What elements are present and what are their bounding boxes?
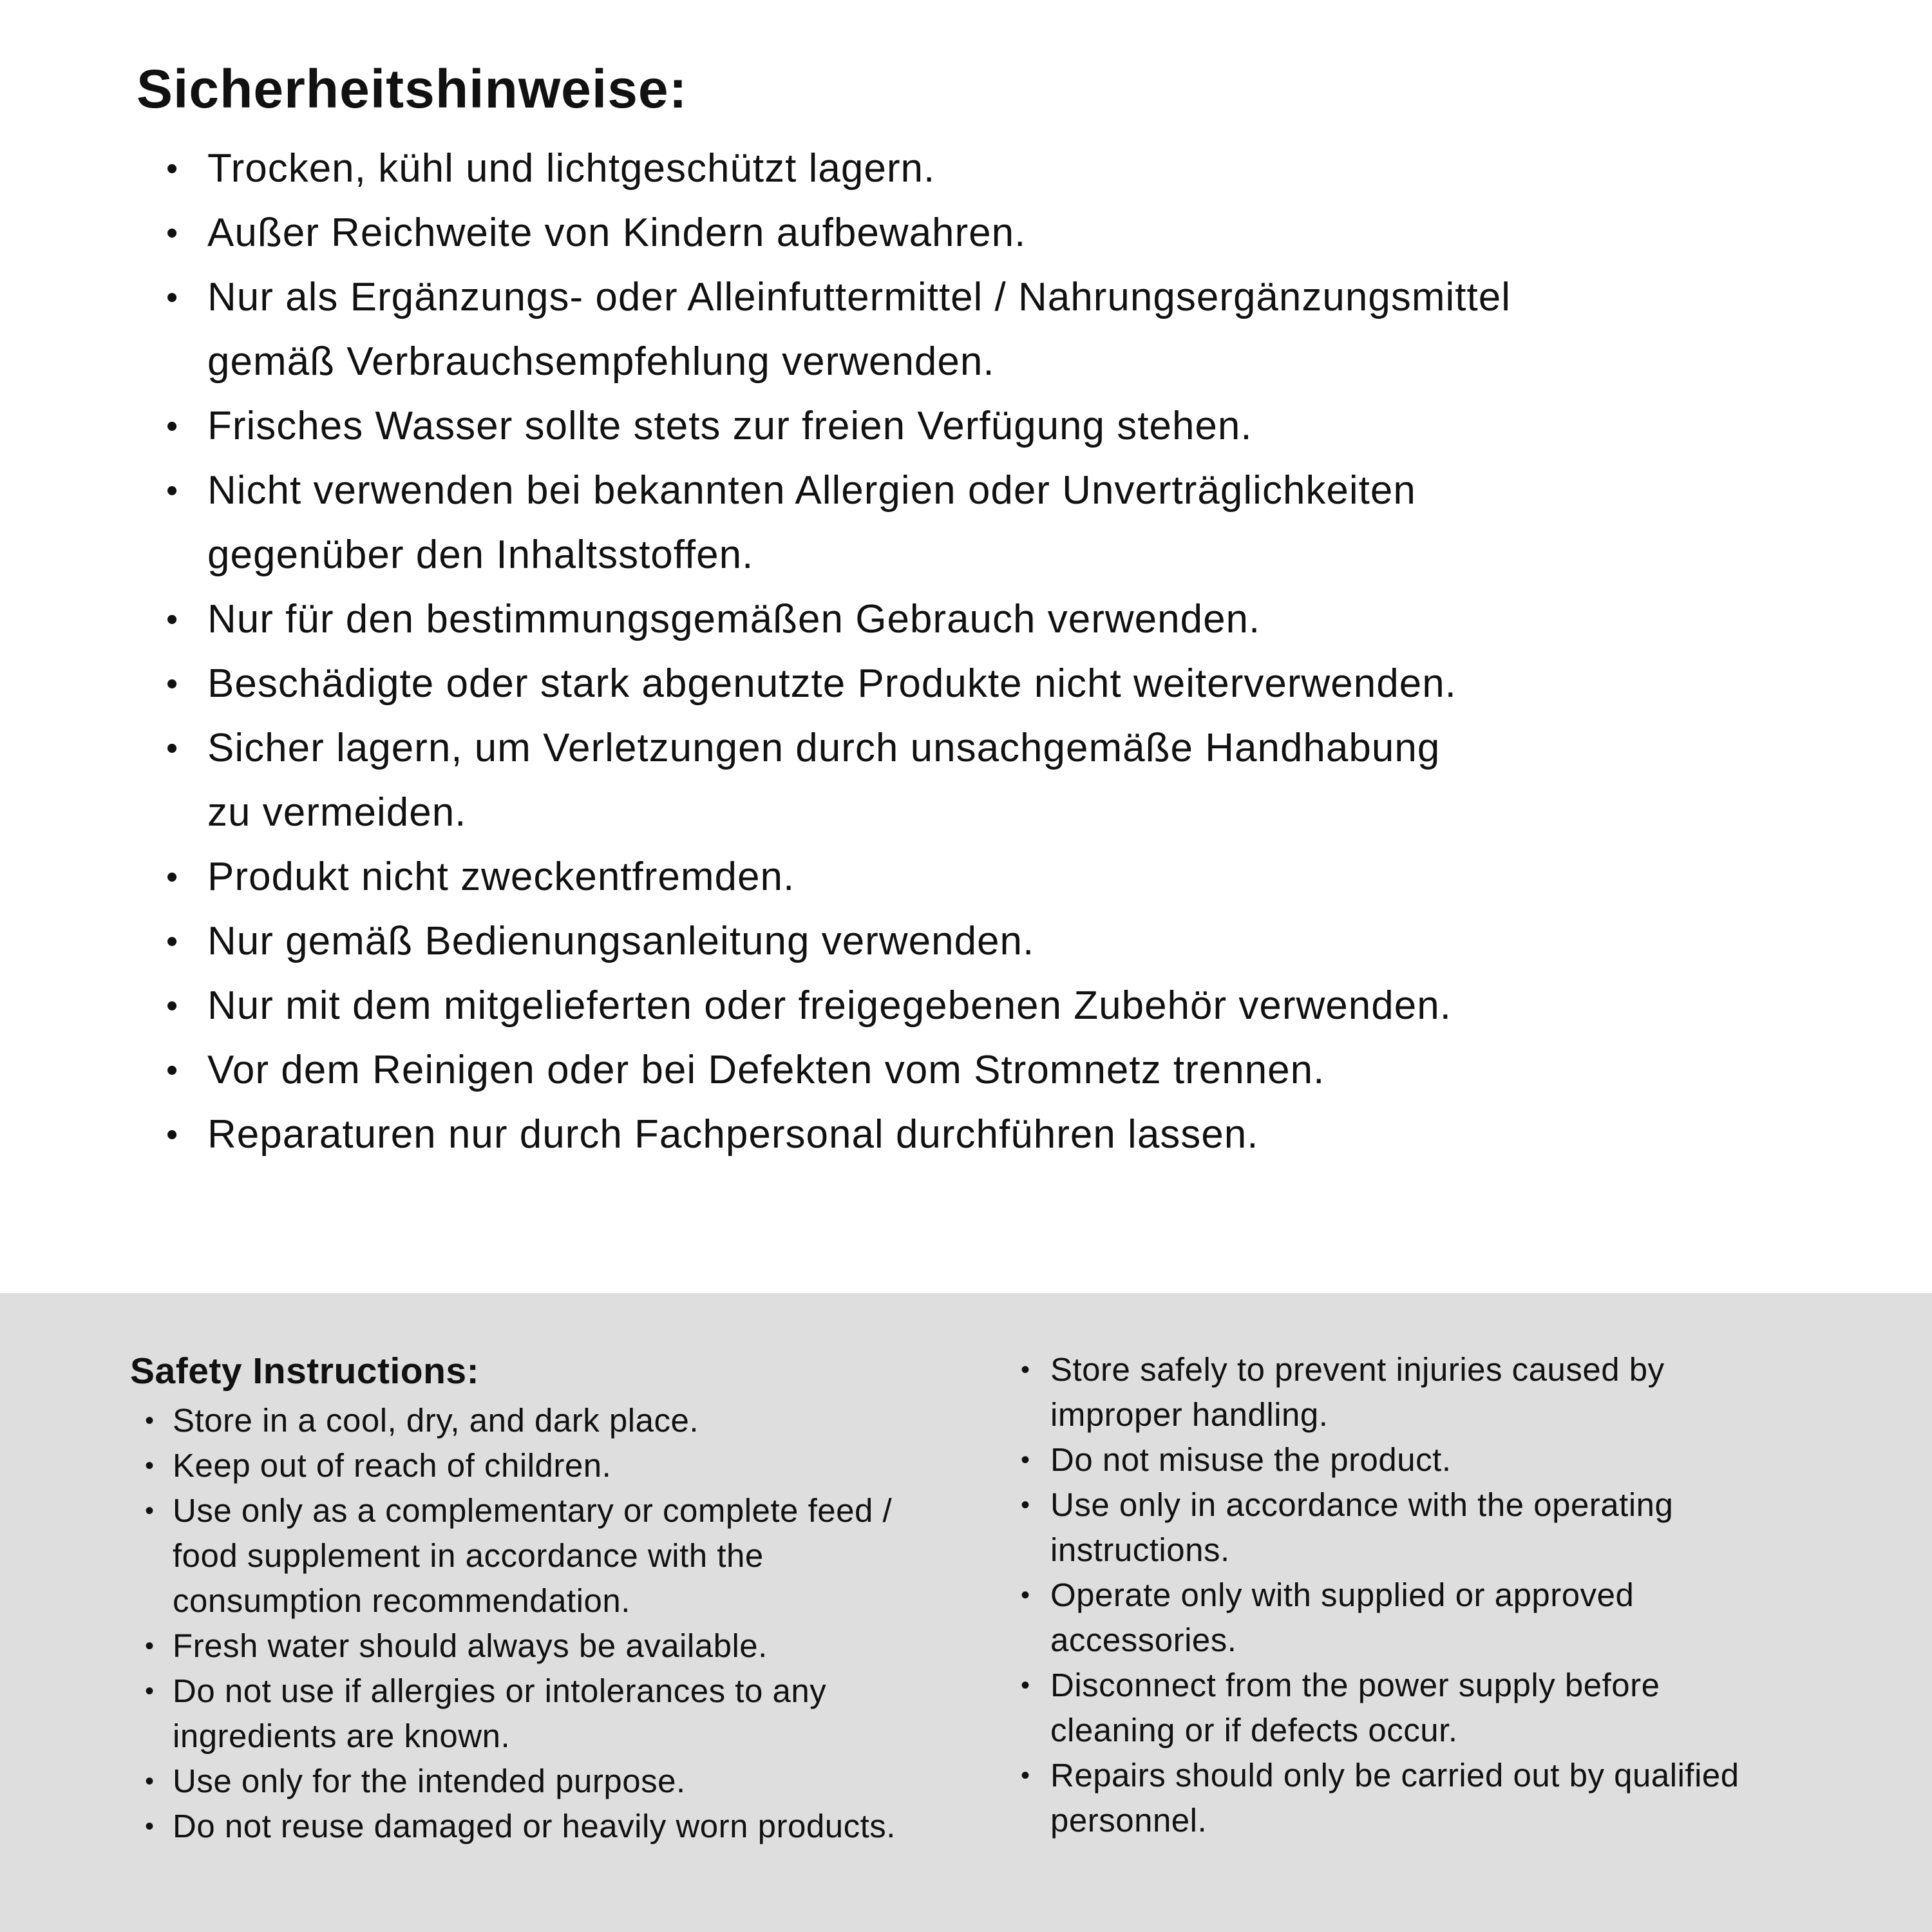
list-item: [166, 201, 1511, 265]
bullet-icon: •: [166, 730, 179, 767]
english-left-column-list: [145, 1398, 896, 1849]
list-item-text: Nur gemäß Bedienungsanleitung verwenden.: [207, 919, 1035, 963]
bullet-spacer: [1021, 1618, 1050, 1663]
list-item-text: Reparaturen nur durch Fachpersonal durchführen lassen.: [207, 1112, 1259, 1157]
list-item-text: Nur für den bestimmungsgemäßen Gebrauch verwenden.: [207, 597, 1261, 641]
list-item-text: food supplement in accordance with the: [173, 1537, 764, 1574]
english-translation-panel: [0, 1293, 1932, 1932]
bullet-icon: •: [145, 1452, 155, 1480]
list-item-text: Do not reuse damaged or heavily worn products.: [173, 1808, 896, 1844]
list-item: [166, 1038, 1511, 1103]
list-item: [166, 137, 1511, 201]
bullet-spacer: [145, 1578, 173, 1624]
list-item-continuation: [1021, 1798, 1739, 1843]
bullet-icon: •: [1021, 1581, 1030, 1609]
list-item-text: Nicht verwenden bei bekannten Allergien oder Unverträglichkeiten: [207, 468, 1416, 513]
bullet-icon: •: [166, 858, 179, 896]
bullet-icon: •: [1021, 1491, 1030, 1519]
bullet-icon: •: [166, 408, 179, 445]
list-item-text: Keep out of reach of children.: [173, 1447, 612, 1484]
bullet-icon: •: [145, 1632, 155, 1660]
bullet-spacer: [166, 330, 207, 394]
list-item-text: Nur als Ergänzungs- oder Alleinfuttermittel / Nahrungsergänzungsmittel: [207, 275, 1511, 319]
list-item: [166, 652, 1511, 716]
list-item: [1021, 1753, 1739, 1798]
german-title: Sicherheitshinweise:: [137, 59, 688, 119]
list-item: [145, 1804, 896, 1849]
bullet-icon: •: [145, 1406, 155, 1435]
list-item-text: zu vermeiden.: [207, 790, 467, 835]
list-item-text: Produkt nicht zweckentfremden.: [207, 855, 795, 899]
list-item-text: cleaning or if defects occur.: [1050, 1712, 1458, 1748]
list-item-text: Vor dem Reinigen oder bei Defekten vom Stromnetz trennen.: [207, 1048, 1325, 1092]
list-item-text: Store safely to prevent injuries caused by: [1050, 1351, 1665, 1388]
list-item: [166, 716, 1511, 781]
bullet-spacer: [166, 523, 207, 587]
list-item-text: Frisches Wasser sollte stets zur freien Verfügung stehen.: [207, 404, 1253, 448]
list-item: [166, 1103, 1511, 1167]
list-item: [145, 1759, 896, 1804]
list-item-text: Do not use if allergies or intolerances to any: [173, 1672, 827, 1709]
list-item: [145, 1624, 896, 1669]
bullet-icon: •: [166, 1116, 179, 1153]
english-title: Safety Instructions:: [130, 1350, 480, 1392]
list-item-text: Sicher lagern, um Verletzungen durch unsachgemäße Handhabung: [207, 726, 1441, 770]
list-item: [1021, 1663, 1739, 1708]
list-item-continuation: [1021, 1708, 1739, 1753]
list-item: [145, 1488, 896, 1533]
bullet-icon: •: [166, 279, 179, 316]
list-item-continuation: [1021, 1392, 1739, 1437]
list-item-text: improper handling.: [1050, 1396, 1329, 1433]
list-item-text: Use only as a complementary or complete feed /: [173, 1492, 893, 1529]
list-item: [166, 845, 1511, 909]
list-item-continuation: [166, 523, 1511, 587]
bullet-icon: •: [145, 1812, 155, 1841]
list-item-continuation: [145, 1578, 896, 1624]
bullet-icon: •: [166, 214, 179, 252]
list-item-text: Repairs should only be carried out by qualified: [1050, 1757, 1739, 1794]
list-item: [166, 459, 1511, 523]
bullet-icon: •: [1021, 1446, 1030, 1474]
bullet-spacer: [1021, 1528, 1050, 1573]
list-item-continuation: [1021, 1528, 1739, 1573]
list-item-text: Nur mit dem mitgelieferten oder freigegebenen Zubehör verwenden.: [207, 983, 1452, 1028]
list-item-text: personnel.: [1050, 1802, 1208, 1839]
list-item-text: Disconnect from the power supply before: [1050, 1667, 1660, 1703]
list-item: [1021, 1482, 1739, 1528]
bullet-spacer: [166, 781, 207, 845]
bullet-icon: •: [166, 1052, 179, 1089]
list-item-text: Operate only with supplied or approved: [1050, 1577, 1634, 1613]
bullet-spacer: [1021, 1798, 1050, 1843]
list-item: [145, 1398, 896, 1443]
bullet-icon: •: [145, 1497, 155, 1525]
list-item: [166, 974, 1511, 1038]
bullet-spacer: [1021, 1708, 1050, 1753]
bullet-spacer: [145, 1533, 173, 1578]
list-item-text: accessories.: [1050, 1622, 1237, 1658]
list-item-text: Beschädigte oder stark abgenutzte Produkte nicht weiterverwenden.: [207, 661, 1457, 706]
bullet-icon: •: [166, 601, 179, 638]
list-item-continuation: [166, 330, 1511, 394]
list-item-text: Außer Reichweite von Kindern aufbewahren.: [207, 211, 1027, 255]
bullet-icon: •: [166, 665, 179, 703]
bullet-icon: •: [166, 150, 179, 187]
list-item-text: gegenüber den Inhaltsstoffen.: [207, 533, 754, 577]
list-item-text: instructions.: [1050, 1531, 1230, 1568]
bullet-spacer: [145, 1714, 173, 1759]
bullet-icon: •: [166, 923, 179, 960]
german-bullet-list: [166, 137, 1511, 1167]
list-item-text: Fresh water should always be available.: [173, 1627, 768, 1664]
list-item: [1021, 1437, 1739, 1482]
list-item-continuation: [1021, 1618, 1739, 1663]
list-item: [1021, 1347, 1739, 1392]
bullet-icon: •: [166, 472, 179, 509]
list-item-text: gemäß Verbrauchsempfehlung verwenden.: [207, 339, 995, 384]
list-item: [1021, 1573, 1739, 1618]
list-item-continuation: [145, 1533, 896, 1578]
list-item-text: Store in a cool, dry, and dark place.: [173, 1402, 699, 1439]
bullet-spacer: [1021, 1392, 1050, 1437]
list-item-text: Use only for the intended purpose.: [173, 1763, 686, 1799]
list-item: [166, 909, 1511, 974]
list-item: [145, 1443, 896, 1488]
bullet-icon: •: [145, 1677, 155, 1705]
list-item: [166, 265, 1511, 330]
list-item: [145, 1669, 896, 1714]
list-item-continuation: [166, 781, 1511, 845]
list-item: [166, 394, 1511, 459]
bullet-icon: •: [145, 1767, 155, 1795]
bullet-icon: •: [1021, 1671, 1030, 1700]
list-item-text: Use only in accordance with the operating: [1050, 1486, 1674, 1523]
bullet-icon: •: [166, 987, 179, 1025]
bullet-icon: •: [1021, 1761, 1030, 1790]
list-item: [166, 587, 1511, 652]
list-item-text: Do not misuse the product.: [1050, 1441, 1452, 1478]
list-item-text: consumption recommendation.: [173, 1582, 630, 1619]
list-item-text: Trocken, kühl und lichtgeschützt lagern.: [207, 146, 936, 191]
bullet-icon: •: [1021, 1356, 1030, 1384]
english-right-column-list: [1021, 1347, 1739, 1843]
list-item-text: ingredients are known.: [173, 1718, 511, 1754]
list-item-continuation: [145, 1714, 896, 1759]
